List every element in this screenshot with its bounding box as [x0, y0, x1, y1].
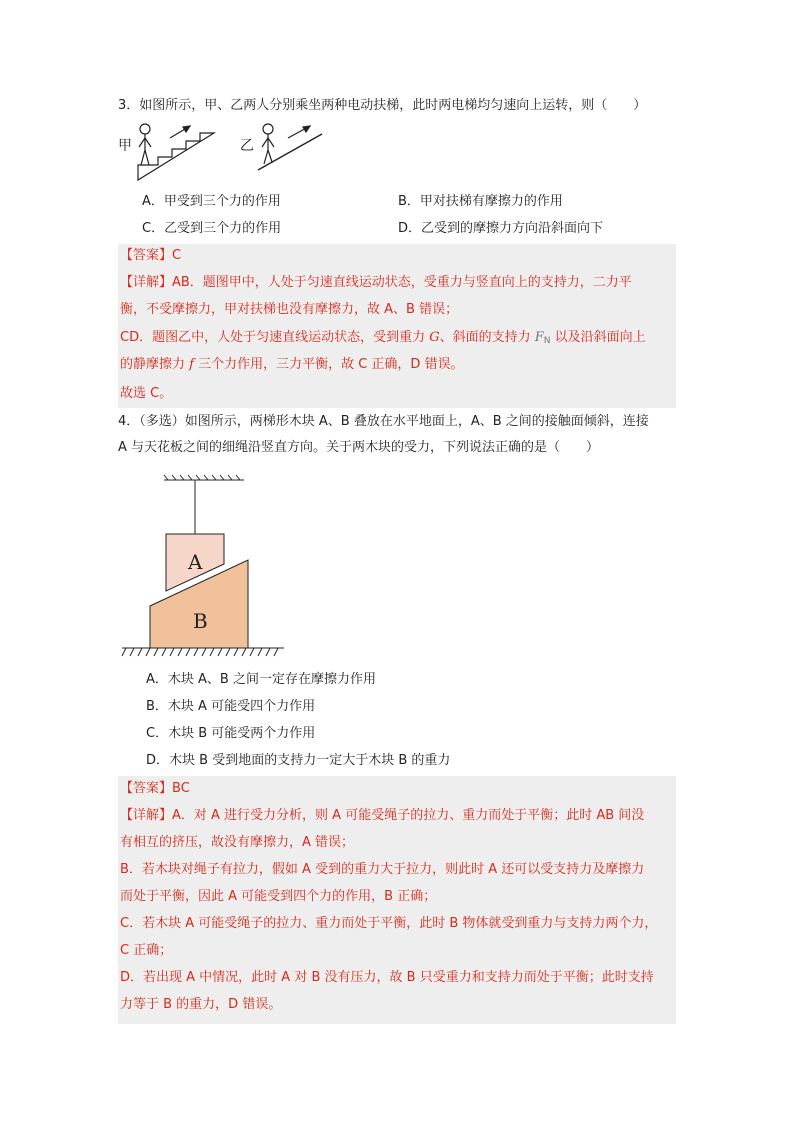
q3-stem: 3．如图所示，甲、乙两人分别乘坐两种电动扶梯，此时两电梯均匀速向上运转，则（ ）	[118, 98, 647, 113]
q3-answer-block	[118, 244, 676, 382]
arrow-up-right-icon	[288, 126, 310, 138]
block-a-label: A	[188, 550, 203, 574]
q3-answer-block-end	[118, 382, 676, 408]
label-yi: 乙	[240, 138, 254, 154]
q3-option-c: C．乙受到三个力的作用	[142, 221, 282, 236]
q3-option-d: D．乙受到的摩擦力方向沿斜面向下	[398, 221, 604, 236]
q4-detail-line-2: 有相互的挤压，故没有摩擦力，A 错误；	[120, 835, 355, 850]
q4-detail-line-7: D．若出现 A 中情况，此时 A 对 B 没有压力，故 B 只受重力和支持力而处于平衡；此时支持	[120, 970, 654, 985]
escalator-yi-figure	[240, 120, 324, 172]
q4-option-c: C．木块 B 可能受两个力作用	[146, 726, 316, 741]
stairs-shape	[138, 133, 214, 180]
q3-option-a: A．甲受到三个力的作用	[142, 194, 281, 209]
person-jia-icon	[139, 124, 151, 165]
q4-detail-line-1: 【详解】A．对 A 进行受力分析，则 A 可能受绳子的拉力、重力而处于平衡；此时 AB 间没	[120, 808, 645, 823]
q3-detail-line-4: 的静摩擦力 f 三个力作用，三力平衡，故 C 正确，D 错误。	[120, 357, 464, 372]
label-jia: 甲	[118, 138, 132, 154]
q3-detail-line-1: 【详解】AB．题图甲中，人处于匀速直线运动状态，受重力与竖直向上的支持力，二力平	[120, 275, 632, 290]
q4-answer-block	[118, 776, 676, 1024]
arrow-up-right-icon	[170, 126, 190, 138]
q4-detail-line-3: B．若木块对绳子有拉力，假如 A 受到的重力大于拉力，则此时 A 还可以受支持力及摩擦力	[120, 862, 645, 877]
blocks-figure	[118, 474, 288, 664]
q4-option-a: A．木块 A、B 之间一定存在摩擦力作用	[146, 672, 376, 687]
q3-detail-line-2: 衡，不受摩擦力，甲对扶梯也没有摩擦力，故 A、B 错误；	[120, 302, 459, 317]
q4-stem-line-2: A 与天花板之间的细绳沿竖直方向。关于两木块的受力，下列说法正确的是（ ）	[118, 440, 600, 455]
q4-detail-line-5: C．若木块 A 可能受绳子的拉力、重力而处于平衡，此时 B 物体就受到重力与支持力两个力，	[120, 916, 658, 931]
escalator-jia-svg	[118, 120, 218, 182]
ceiling-hatch	[164, 475, 244, 480]
q4-detail-line-6: C 正确；	[120, 943, 173, 958]
q4-answer: 【答案】BC	[120, 781, 190, 796]
ground-hatch	[122, 648, 284, 656]
q3-detail-line-3: CD．题图乙中，人处于匀速直线运动状态，受到重力 G、斜面的支持力 $F_N$ 以及沿斜面向上	[120, 330, 646, 346]
q4-option-b: B．木块 A 可能受四个力作用	[146, 699, 316, 714]
escalator-yi-svg	[240, 120, 324, 172]
q4-stem-line-1: 4．（多选）如图所示，两梯形木块 A、B 叠放在水平地面上，A、B 之间的接触面倾斜，连接	[118, 414, 649, 429]
q3-detail-line-5: 故选 C。	[120, 386, 173, 401]
q4-detail-line-8: 力等于 B 的重力，D 错误。	[120, 997, 282, 1012]
blocks-svg	[118, 474, 288, 664]
block-b-label: B	[193, 609, 208, 633]
q4-detail-line-4: 而处于平衡，因此 A 可能受到四个力的作用，B 正确；	[120, 889, 437, 904]
person-yi-icon	[262, 124, 274, 164]
q4-option-d: D．木块 B 受到地面的支持力一定大于木块 B 的重力	[146, 753, 451, 768]
escalator-jia-figure	[118, 120, 218, 182]
q3-option-b: B．甲对扶梯有摩擦力的作用	[398, 194, 563, 209]
q3-answer: 【答案】C	[120, 248, 182, 263]
